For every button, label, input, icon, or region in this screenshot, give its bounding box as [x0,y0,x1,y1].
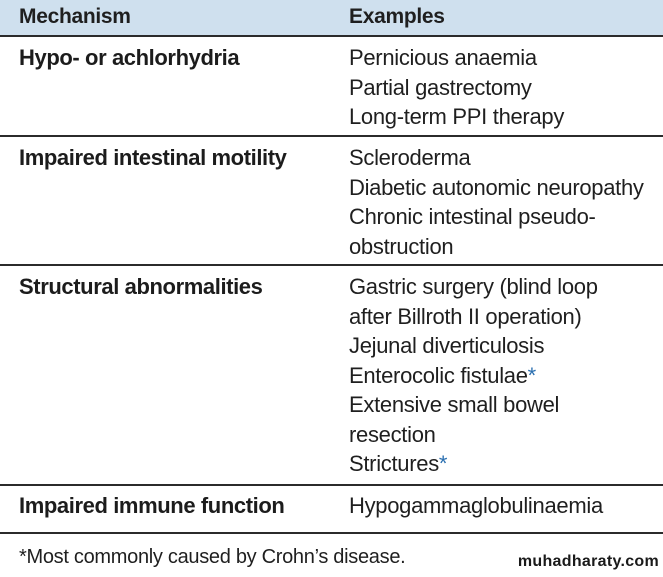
table-bottom-rule [0,532,663,534]
table-header [0,0,663,35]
row-mechanism: Impaired immune function [19,493,285,518]
example-item: Hypogammaglobulinaemia [349,493,603,518]
example-item: Partial gastrectomy [349,74,532,100]
row-mechanism: Impaired intestinal motility [19,145,287,170]
asterisk-mark: * [438,451,448,476]
header-examples: Examples [349,5,445,28]
example-item [349,361,649,391]
row-divider [0,484,663,486]
example-item: Pernicious anaemia [349,45,537,70]
row-divider [0,135,663,137]
row-mechanism: Structural abnormalities [19,274,263,299]
example-text: Enterocolic fistulae [349,362,528,388]
example-item: Long-term PPI therapy [349,104,565,129]
example-item: Diabetic autonomic neuropathy [349,174,644,200]
row-divider [0,264,663,266]
example-item: Chronic intestinal pseudo- [349,204,596,229]
footnote: *Most commonly caused by Crohn’s disease. [19,546,406,568]
row-mechanism: Hypo- or achlorhydria [19,45,240,70]
example-item: Extensive small bowel [349,392,560,417]
example-item: Gastric surgery (blind loop [349,274,598,299]
example-item: resection [349,421,436,447]
row-examples [349,43,649,132]
example-item: Jejunal diverticulosis [349,333,545,358]
example-item: after Billroth II operation) [349,303,582,329]
row-examples [349,272,649,479]
header-divider [0,35,663,37]
header-mechanism: Mechanism [19,5,131,28]
example-item: obstruction [349,233,454,259]
example-text: Strictures [349,451,439,476]
watermark: muhadharaty.com [517,553,659,570]
asterisk-mark: * [527,362,536,388]
example-item [349,449,649,479]
row-examples [349,143,649,261]
example-item: Scleroderma [349,145,471,170]
row-examples [349,491,649,521]
